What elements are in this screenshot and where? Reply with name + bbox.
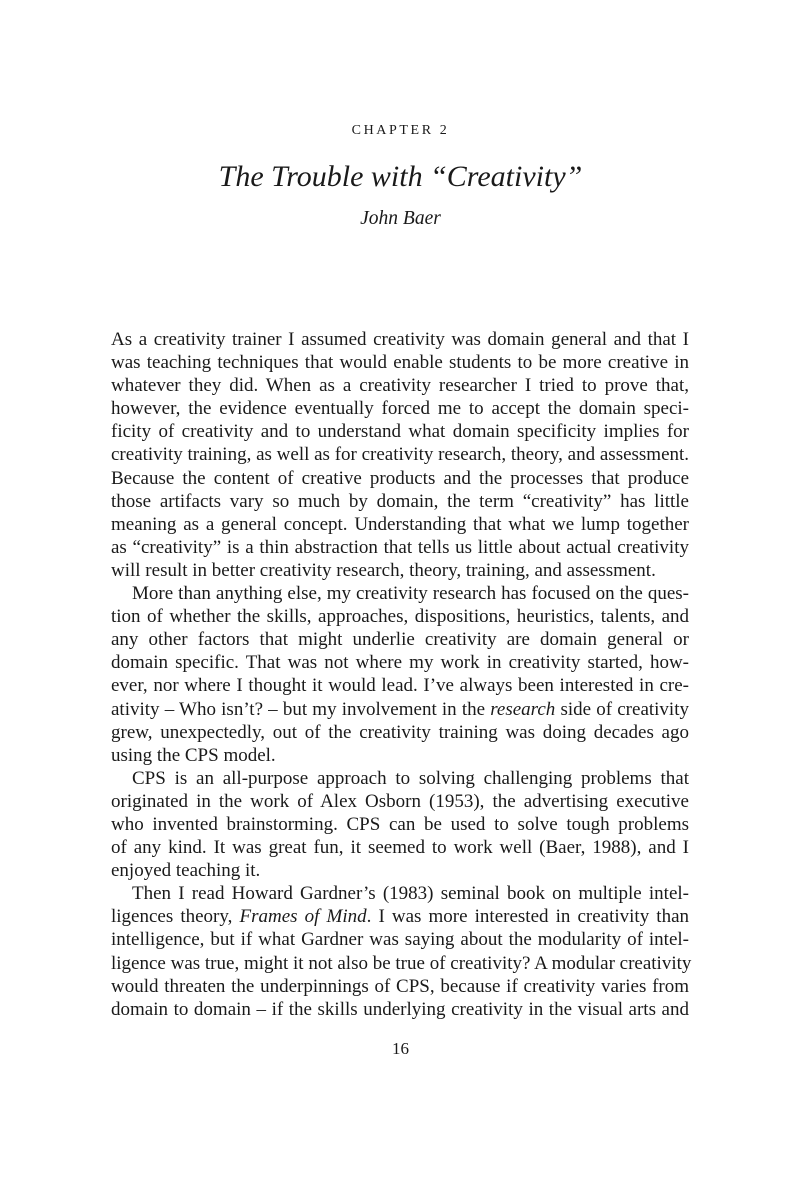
- text-line: domain specific. That was not where my work in creativity started, how-: [111, 652, 689, 674]
- text-line: tion of whether the skills, approaches, dispositions, heuristics, talents, and: [111, 606, 689, 628]
- text-line: ficity of creativity and to understand what domain specificity implies for: [111, 421, 689, 443]
- text-line: ever, nor where I thought it would lead. I’ve always been interested in cre-: [111, 675, 689, 697]
- chapter-title: The Trouble with “Creativity”: [218, 160, 583, 193]
- body-text: [111, 328, 692, 1021]
- text-line: intelligence, but if what Gardner was saying about the modularity of intel-: [111, 929, 689, 951]
- chapter-label: CHAPTER 2: [351, 123, 450, 138]
- text-line: would threaten the underpinnings of CPS, because if creativity varies from: [111, 975, 689, 997]
- text-line: using the CPS model.: [111, 744, 276, 766]
- paragraph: [111, 328, 689, 582]
- text-line: creativity training, as well as for creativity research, theory, and assessment.: [111, 444, 690, 466]
- text-line: ligence was true, might it not also be true of creativity? A modular creativity: [111, 952, 692, 974]
- text-line: who invented brainstorming. CPS can be used to solve tough problems: [111, 813, 689, 835]
- text-line-with-italic: [111, 905, 689, 928]
- text-line: was teaching techniques that would enable students to be more creative in: [111, 352, 689, 374]
- text-line: however, the evidence eventually forced me to accept the domain speci-: [111, 398, 689, 420]
- text-line: those artifacts vary so much by domain, the term “creativity” has little: [111, 490, 689, 512]
- text-line: domain to domain – if the skills underlying creativity in the visual arts and: [111, 998, 689, 1020]
- paragraph: [111, 767, 689, 882]
- text-line: More than anything else, my creativity research has focused on the ques-: [132, 583, 689, 605]
- italic-book-title: Frames of Mind: [239, 906, 367, 928]
- text-line: enjoyed teaching it.: [111, 860, 261, 882]
- text-segment: side of creativity: [555, 698, 689, 720]
- text-line: originated in the work of Alex Osborn (1953), the advertising executive: [111, 790, 689, 812]
- chapter-author: John Baer: [360, 208, 441, 229]
- text-line-with-italic: [111, 698, 689, 721]
- text-line: any other factors that might underlie creativity are domain general or: [111, 629, 689, 651]
- paragraph: [111, 582, 689, 767]
- text-line: as “creativity” is a thin abstraction that tells us little about actual creativity: [111, 536, 689, 558]
- text-line: will result in better creativity research, theory, training, and assessment.: [111, 559, 656, 581]
- text-line: Then I read Howard Gardner’s (1983) seminal book on multiple intel-: [132, 883, 689, 905]
- text-line: of any kind. It was great fun, it seemed to work well (Baer, 1988), and I: [111, 837, 689, 859]
- paragraph: [111, 882, 692, 1021]
- italic-term: research: [490, 698, 556, 720]
- text-segment: ativity – Who isn’t? – but my involvement in the: [111, 698, 491, 720]
- text-line: As a creativity trainer I assumed creativity was domain general and that I: [111, 329, 689, 350]
- text-segment: ligences theory,: [111, 906, 240, 928]
- text-line: meaning as a general concept. Understanding that what we lump together: [111, 513, 689, 535]
- page-number: 16: [392, 1039, 409, 1058]
- text-line: CPS is an all-purpose approach to solving challenging problems that: [132, 767, 689, 789]
- text-line: Because the content of creative products and the processes that produce: [111, 467, 689, 489]
- text-line: whatever they did. When as a creativity researcher I tried to prove that,: [111, 375, 689, 397]
- text-segment: . I was more interested in creativity than: [366, 906, 690, 928]
- text-line: grew, unexpectedly, out of the creativity training was doing decades ago: [111, 721, 689, 743]
